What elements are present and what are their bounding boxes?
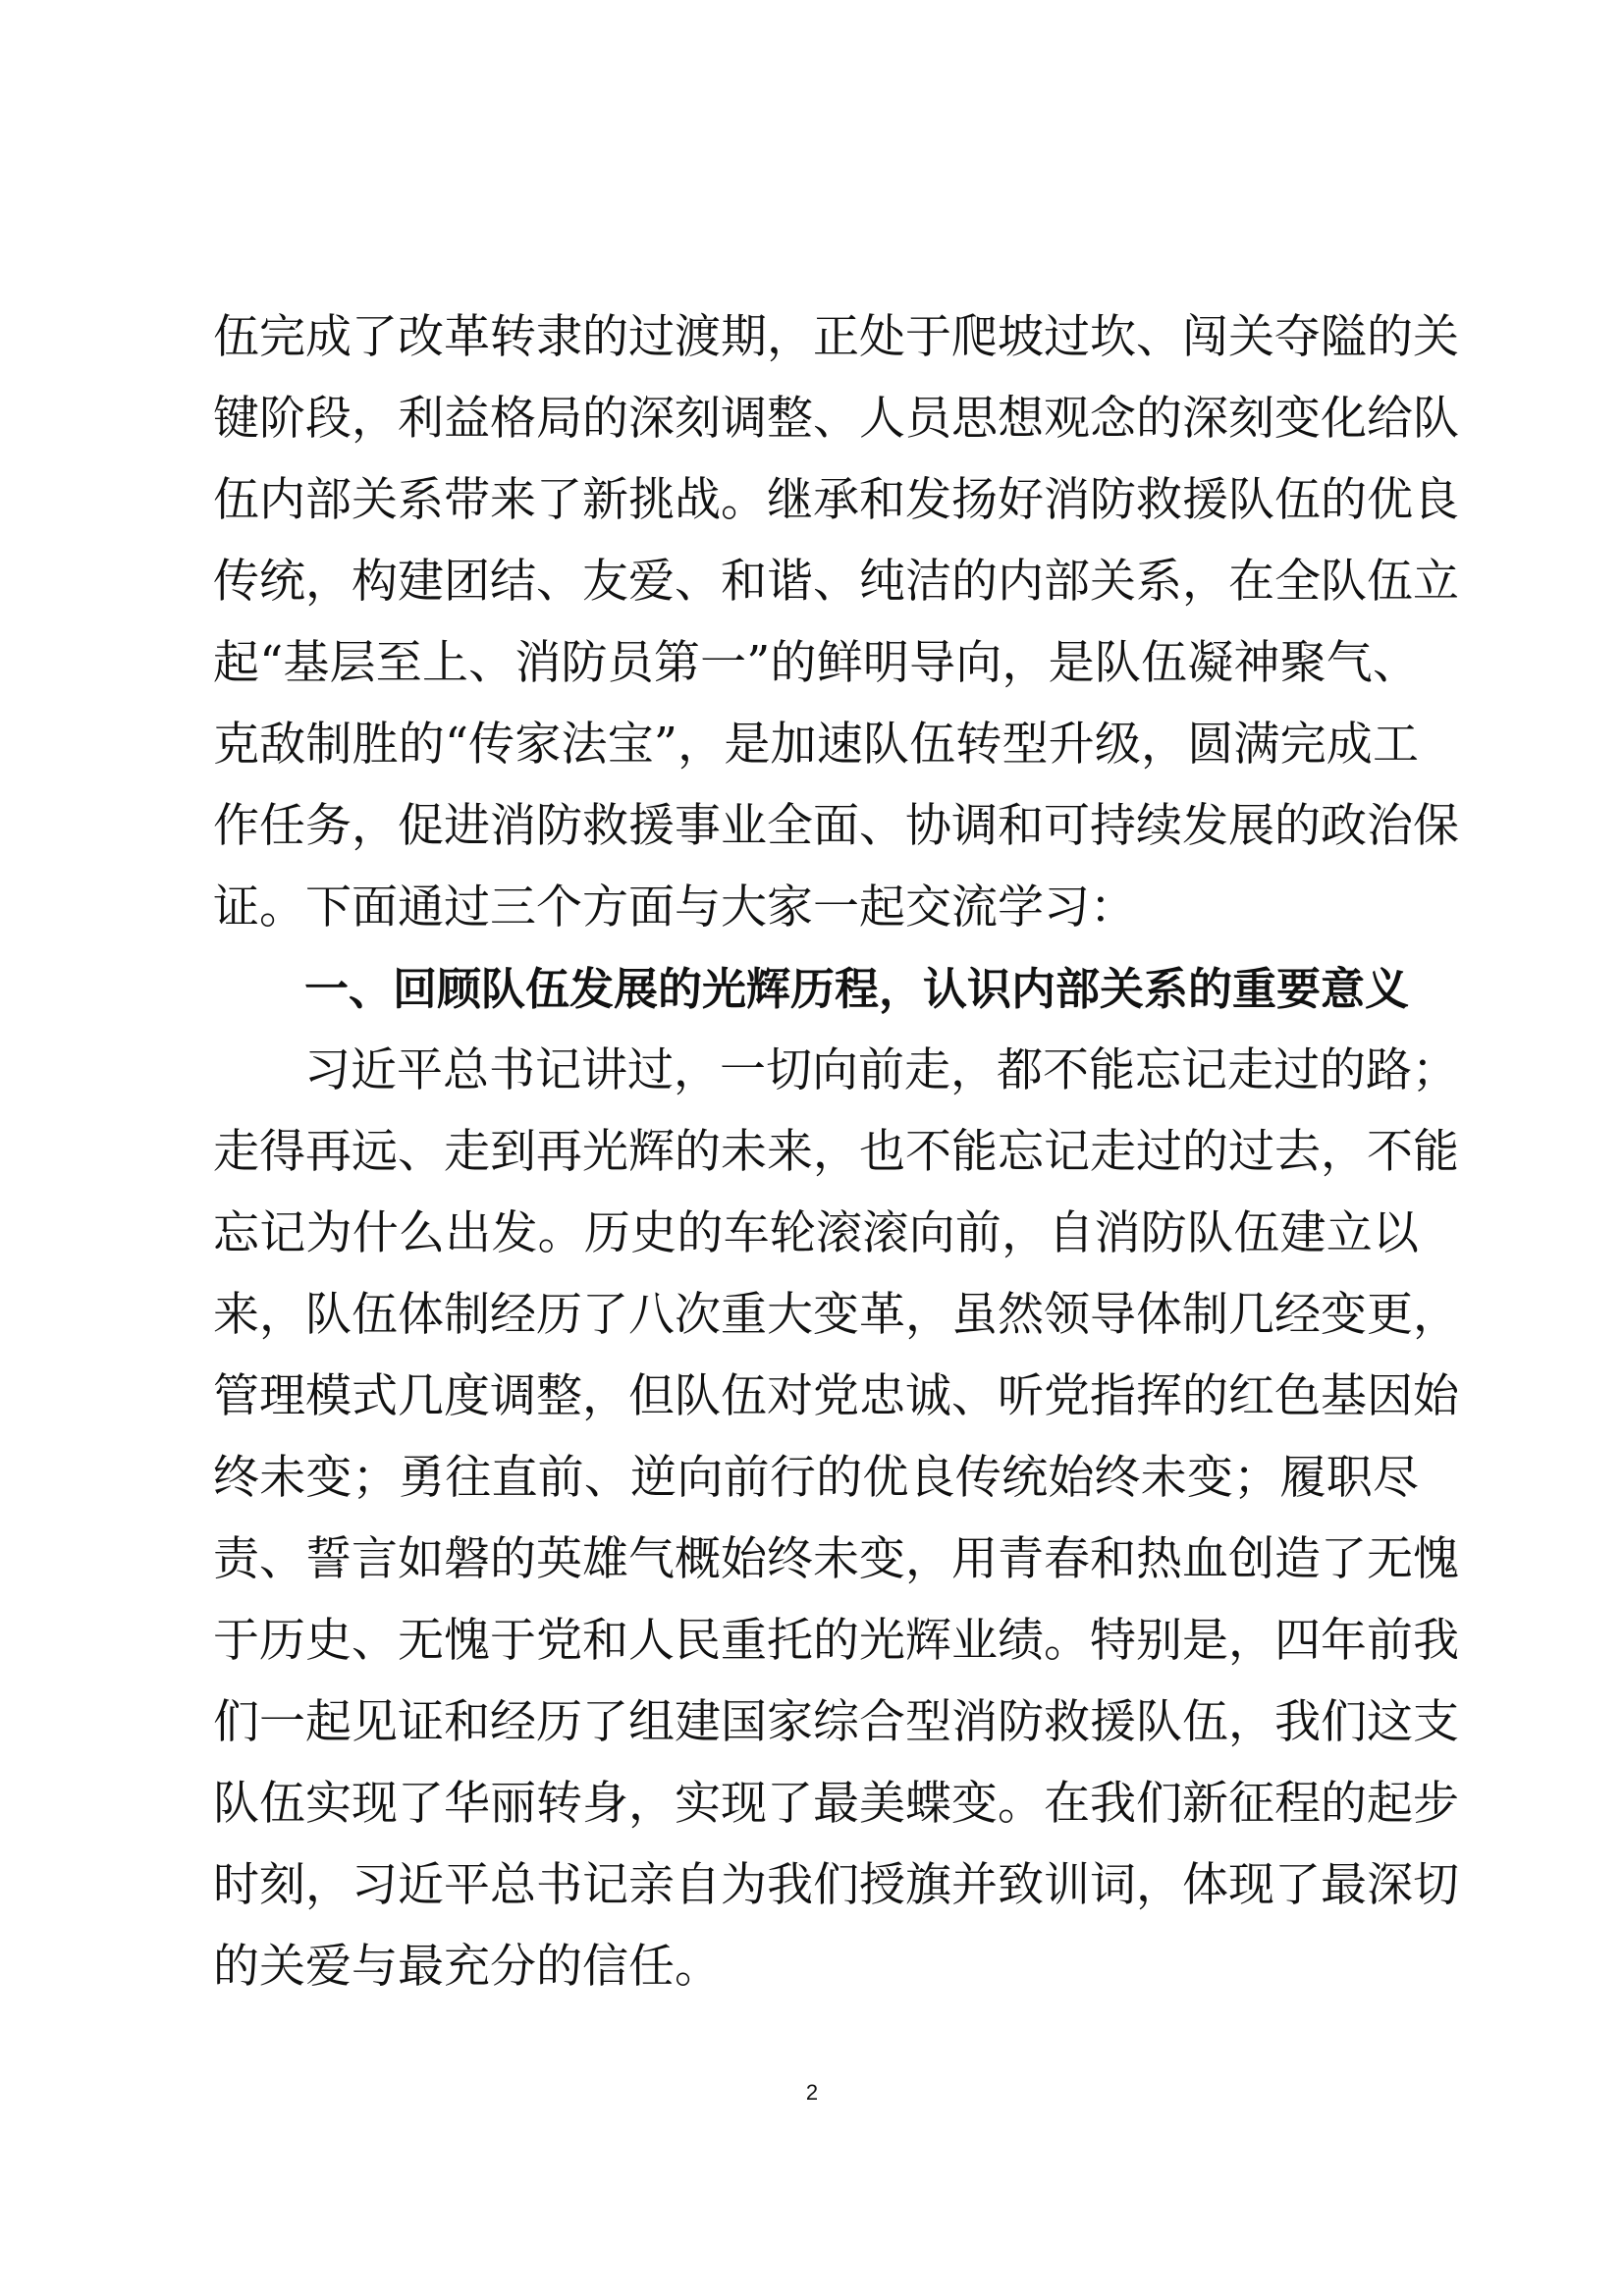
paragraph-2-line-7: 责、誓言如磐的英雄气概始终未变，用青春和热血创造了无愧 (213, 1532, 1459, 1586)
page-number: 2 (805, 2080, 819, 2105)
paragraph-1-line-4: 传统，构建团结、友爱、和谐、纯洁的内部关系，在全队伍立 (213, 555, 1459, 609)
paragraph-2-line-9: 们一起见证和经历了组建国家综合型消防救援队伍，我们这支 (213, 1695, 1459, 1749)
paragraph-2-line-1: 习近平总书记讲过，一切向前走，都不能忘记走过的路； (304, 1043, 1458, 1097)
paragraph-2-line-4: 来，队伍体制经历了八次重大变革，虽然领导体制几经变更， (213, 1288, 1459, 1342)
paragraph-1-line-6: 克敌制胜的“传家法宝”，是加速队伍转型升级，圆满完成工 (213, 718, 1419, 772)
paragraph-2-line-5: 管理模式几度调整，但队伍对党忠诚、听党指挥的红色基因始 (213, 1369, 1459, 1423)
paragraph-2-line-3: 忘记为什么出发。历史的车轮滚滚向前，自消防队伍建立以 (213, 1206, 1419, 1260)
paragraph-2-line-11: 时刻，习近平总书记亲自为我们授旗并致训词，体现了最深切 (213, 1858, 1459, 1912)
paragraph-1-line-2: 键阶段，利益格局的深刻调整、人员思想观念的深刻变化给队 (213, 392, 1459, 446)
paragraph-1-line-7: 作任务，促进消防救援事业全面、协调和可持续发展的政治保 (213, 799, 1459, 853)
paragraph-1-line-3: 伍内部关系带来了新挑战。继承和发扬好消防救援队伍的优良 (213, 473, 1459, 527)
paragraph-2-line-2: 走得再远、走到再光辉的未来，也不能忘记走过的过去，不能 (213, 1125, 1459, 1179)
paragraph-1-line-5: 起“基层至上、消防员第一”的鲜明导向，是队伍凝神聚气、 (213, 636, 1419, 690)
section-heading: 一、回顾队伍发展的光辉历程，认识内部关系的重要意义 (304, 963, 1410, 1015)
paragraph-2-line-12: 的关爱与最充分的信任。 (213, 1940, 721, 1994)
paragraph-2-line-6: 终未变；勇往直前、逆向前行的优良传统始终未变；履职尽 (213, 1451, 1419, 1505)
paragraph-1-line-8: 证。下面通过三个方面与大家一起交流学习： (213, 881, 1136, 934)
paragraph-2-line-10: 队伍实现了华丽转身，实现了最美蝶变。在我们新征程的起步 (213, 1777, 1459, 1831)
paragraph-1-line-1: 伍完成了改革转隶的过渡期，正处于爬坡过坎、闯关夺隘的关 (213, 310, 1459, 364)
paragraph-2-line-8: 于历史、无愧于党和人民重托的光辉业绩。特别是，四年前我 (213, 1614, 1459, 1668)
